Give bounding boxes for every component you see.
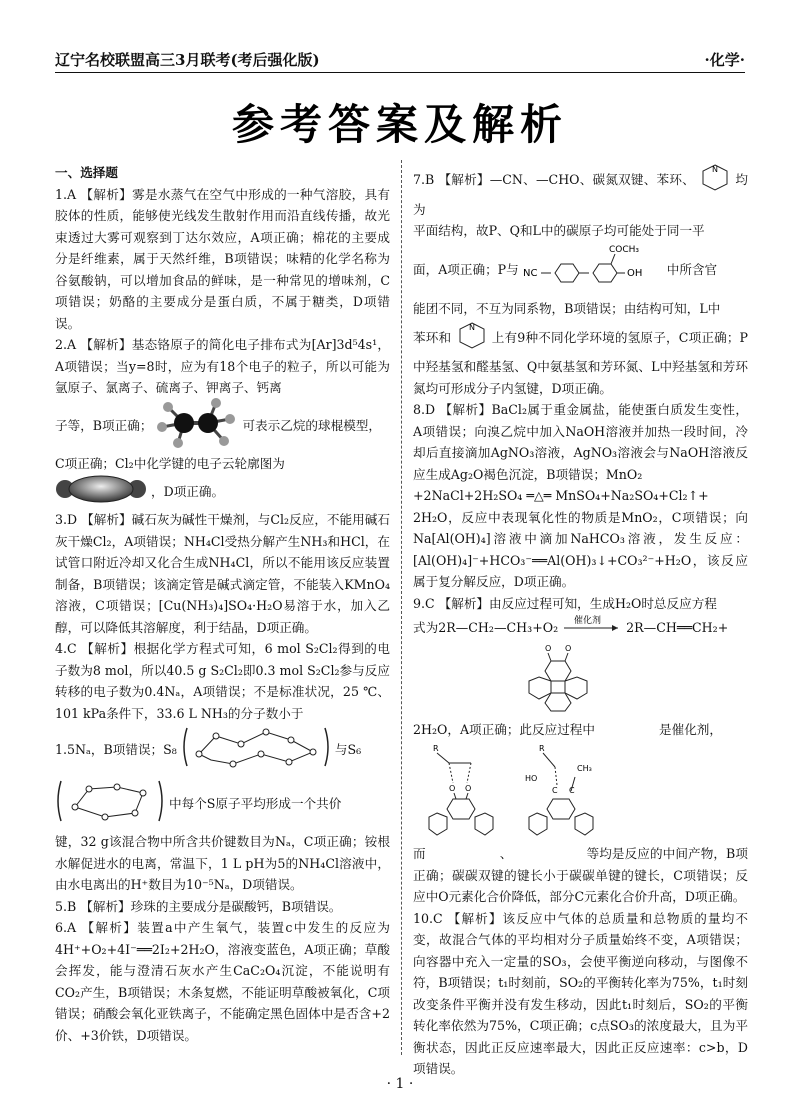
pyridine-n-label-2: N — [468, 322, 475, 332]
oh-label: OH — [626, 267, 643, 279]
answer-2-text: 2.A 【解析】基态铬原子的简化电子排布式为[Ar]3d⁵4s¹，A项错误；当y=8时，应为有18个电子的粒子，所以可能为氩原子、氯离子、硫离子、钾离子、钙离 — [55, 337, 390, 395]
int2-c-label-2: C — [569, 785, 575, 795]
catalyst-arrow — [562, 614, 622, 643]
s6-ring-structure — [55, 777, 165, 832]
answer-9-text-d: 2H₂O，A项正确；此反应过程中 — [413, 722, 595, 737]
int2-r-label: R — [539, 743, 545, 753]
answer-8-equation: +2NaCl+2H₂SO₄ ═△═ MnSO₄+Na₂SO₄+Cl₂↑+ — [413, 488, 709, 503]
int1-o-label-1: O — [449, 783, 456, 793]
answer-4-text-c: 与S₆ — [334, 741, 362, 757]
int2-ch3-label: CH₃ — [577, 763, 592, 773]
answer-7-text-c: 平面结构，故P、Q和L中的碳原子均可能处于同一平 — [413, 223, 705, 238]
answer-4-text-d: 中每个S原子平均形成一个共价 — [169, 795, 342, 811]
answer-3: 3.D 【解析】碱石灰为碱性干燥剂，与Cl₂反应，不能用碱石灰干燥Cl₂，A项错误；NH₄Cl受热分解产生NH₃和HCl，在试管口附近冷却又化合生成NH₄Cl，所以不能用该反应装置制备，B项错误；该滴定管是碱式滴定管，不能装入KMnO₄溶液，C项错误；[Cu(NH₃)₄]SO₄·H₂O易溶于水，加入乙醇，可以降低其溶解度，利于结晶，D项正确。 — [55, 512, 390, 635]
int1-o-label-2: O — [465, 783, 472, 793]
answer-7-text-e: 中所含官 — [666, 261, 718, 277]
answer-9-equation-left: 式为2R—CH₂—CH₃+O₂ — [413, 619, 559, 635]
answer-7-text-a: 7.B 【解析】—CN、—CHO、碳氮双键、苯环、 — [413, 171, 695, 187]
header-rule — [55, 72, 745, 73]
section-heading: 一、选择题 — [55, 165, 118, 180]
answer-8 — [413, 399, 748, 593]
answer-2-text-c: 可表示乙烷的球棍模型， — [242, 417, 381, 433]
answer-4-text-a: 4.C 【解析】根据化学方程式可知，6 mol S₂Cl₂得到的电子数为8 mol，所以40.5 g S₂Cl₂即0.3 mol S₂Cl₂参与反应转移的电子数为0.4Nₐ，A项错误；不是标准状况，25 ℃、101 kPa条件下，33.6 L NH₃的分子数小于 — [55, 641, 390, 721]
answer-5: 5.B 【解析】珍珠的主要成分是碳酸钙，B项错误。 — [55, 898, 342, 914]
nc-biphenyl-coch3-oh-structure — [523, 242, 663, 299]
int2-c-label-1: C — [552, 785, 558, 795]
column-divider — [401, 160, 402, 1055]
page-header — [55, 44, 745, 70]
answer-7-text-f: 能团不同，不互为同系物，B项错误；由结构可知，L中 — [413, 301, 721, 316]
answer-7-text-b: 均为 — [413, 171, 748, 217]
pyridine-ring-figure — [699, 162, 731, 199]
answer-9-text-g: 、 — [499, 846, 513, 861]
answer-6: 6.A 【解析】装置a中产生氧气，装置c中发生的反应为4H⁺+O₂+4I⁻══2I₂+2H₂O，溶液变蓝色，A项正确；草酸会挥发，能与澄清石灰水产生CaC₂O₄沉淀，不能说明有CO₂产生，B项错误；木条复燃，不能证明草酸被氧化，C项错误；硝酸会氧化亚铁离子，不能确定黑色固体中是否含+2价、+3价铁，D项错误。 — [55, 920, 390, 1043]
answer-4 — [55, 638, 390, 896]
answer-9-text-f: 而 — [413, 846, 426, 861]
answer-9-text-h: 等均是反应的中间产物，B项正确；碳碳双键的键长小于碳碳单键的键长，C项错误；反应中O元素化合价降低，部分C元素化合价升高，D项正确。 — [413, 846, 748, 904]
catalyst-label: 催化剂 — [574, 616, 602, 626]
answer-7 — [413, 162, 748, 399]
answer-8-text-c: 2H₂O，反应中表现氧化性的物质是MnO₂，C项错误；向Na[Al(OH)₄]溶液中滴加NaHCO₃溶液，发生反应：[Al(OH)₄]⁻+HCO₃⁻══Al(OH)₃↓+CO₃²⁻+H₂O，该反应属于复分解反应，D项正确。 — [413, 509, 748, 589]
answer-1: 1.A 【解析】雾是水蒸气在空气中形成的一种气溶胶，具有胶体的性质，能够使光线发生散射作用而沿直线传播，故光束透过大雾可观察到丁达尔效应，A项正确；棉花的主要成分是纤维素，属于天然纤维，B项错误；味精的化学名称为谷氨酸钠，可以增加食品的鲜味，是一种常见的增味剂，C项错误；奶酪的主要成分是蛋白质，不属于糖类，D项错误。 — [55, 186, 390, 331]
int1-r-label: R — [433, 743, 439, 753]
header-subject: ·化学· — [704, 51, 745, 69]
page-number: · 1 · — [386, 1076, 414, 1092]
answer-9-text-e: 是催化剂， — [659, 722, 722, 737]
ethane-ball-stick-model — [156, 399, 238, 454]
page-title: 参考答案及解析 — [231, 100, 568, 149]
right-column — [413, 162, 748, 1080]
answer-4-text-b: 1.5Nₐ，B项错误；S₈ — [55, 741, 177, 757]
dione-o-label-1: O — [545, 643, 552, 653]
int2-ho-label: HO — [525, 773, 538, 783]
answer-7-text-h: 上有9种不同化学环境的氢原子，C项正确；P中羟基氢和醛基氢、Q中氨基氢和芳环氮、L中羟基氢和芳环氮均可形成分子内氢键，D项正确。 — [413, 329, 748, 396]
header-title: 辽宁名校联盟高三3月联考(考后强化版) — [55, 51, 320, 69]
cl2-electron-cloud-figure — [55, 475, 147, 510]
answer-2-text-d: C项正确；Cl₂中化学键的电子云轮廓图为 — [55, 456, 285, 471]
pyridine-ring-figure-2 — [456, 320, 488, 357]
answer-2 — [55, 334, 390, 509]
answer-9-text-a: 9.C 【解析】由反应过程可知，生成H₂O时总反应方程 — [413, 595, 717, 611]
pyridine-n-label: N — [712, 165, 719, 174]
intermediate-structures — [427, 741, 657, 844]
answer-7-text-g: 苯环和 — [413, 329, 452, 345]
answer-4-text-e: 键，32 g该混合物中所含共价键数目为Nₐ，C项正确；铵根水解促进水的电离，常温下，1 L pH为5的NH₄Cl溶液中，由水电离出的H⁺数目为10⁻⁵Nₐ，D项错误。 — [55, 834, 390, 892]
coch3-label: COCH₃ — [608, 244, 639, 255]
answer-7-text-d: 面，A项正确；P与 — [413, 261, 519, 277]
answer-2-text-e: ，D项正确。 — [151, 483, 225, 499]
s8-ring-structure — [181, 724, 331, 777]
answer-8-text-a: 8.D 【解析】BaCl₂属于重金属盐，能使蛋白质发生变性，A项错误；向溴乙烷中加入NaOH溶液并加热一段时间，冷却后直接滴加AgNO₃溶液，AgNO₃溶液会与NaOH溶液反应生成Ag₂O褐色沉淀，B项错误；MnO₂ — [413, 402, 748, 482]
answer-9 — [413, 593, 748, 908]
pyrene-dione-catalyst-structure — [523, 643, 595, 720]
answer-2-text-b: 子等，B项正确； — [55, 417, 153, 433]
answer-9-equation-right: 2R—CH══CH₂+ — [626, 619, 729, 635]
answer-10: 10.C 【解析】该反应中气体的总质量和总物质的量均不变，故混合气体的平均相对分子质量始终不变，A项错误；向容器中充入一定量的SO₃，会使平衡逆向移动，与图像不符，B项错误；t₁时刻前，SO₂的平衡转化率为75%，t₁时刻改变条件平衡并没有发生移动，因此t₁时刻后，SO₂的平衡转化率依然为75%，C项正确；c点SO₃的浓度最大，且为平衡状态，因此正反应速率最大，因此正反应速率：c>b，D项错误。 — [413, 910, 748, 1076]
dione-o-label-2: O — [565, 643, 572, 653]
left-column — [55, 162, 390, 1046]
nc-label: NC — [522, 267, 538, 279]
